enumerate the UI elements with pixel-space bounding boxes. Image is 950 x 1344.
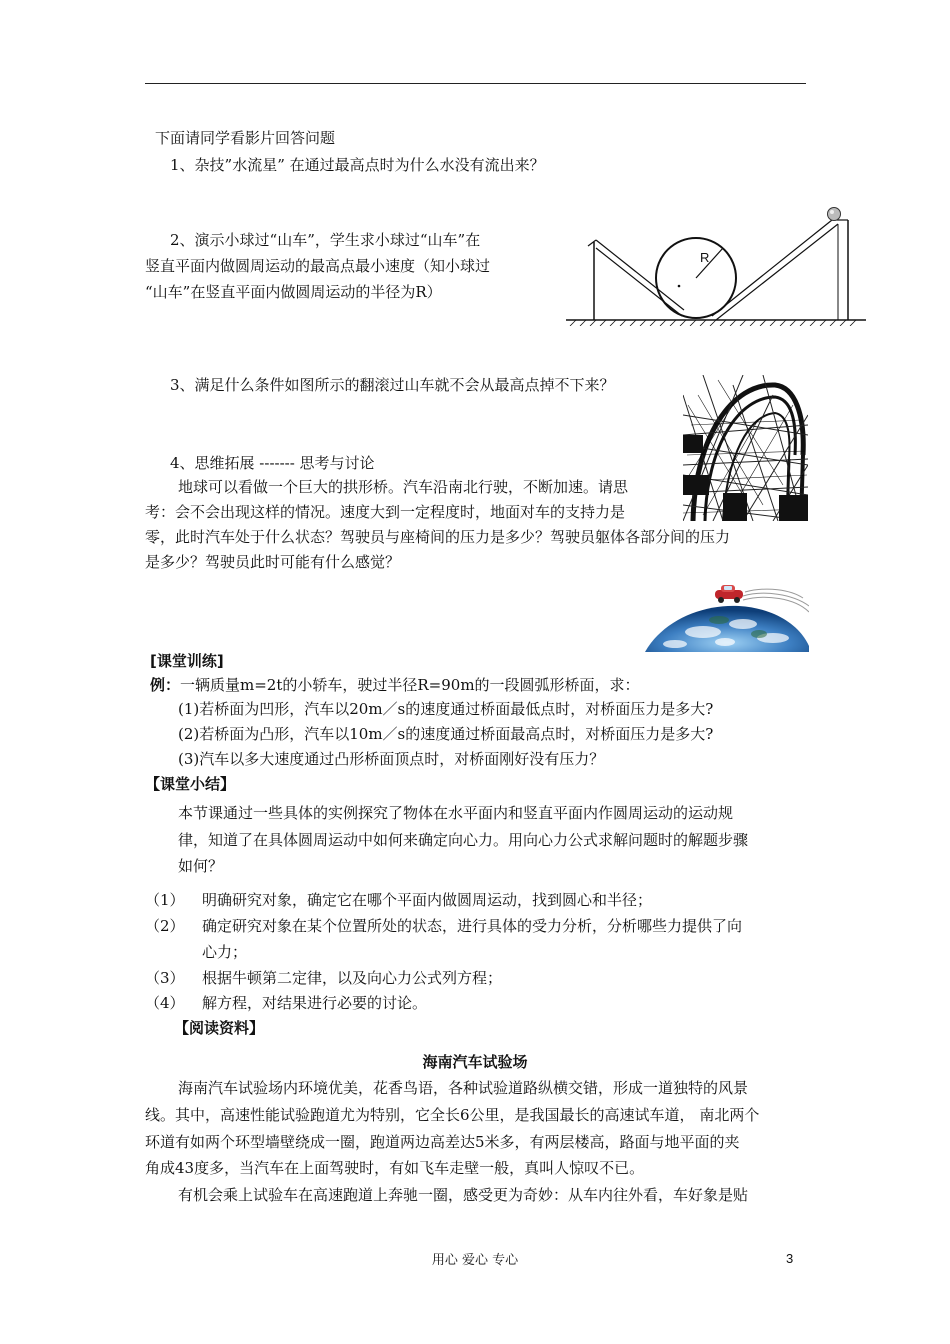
- question-2-line-2: 竖直平面内做圆周运动的最高点最小速度（知小球过: [145, 257, 491, 275]
- summary-line-2: 律，知道了在具体圆周运动中如何来确定向心力。用向心力公式求解问题时的解题步骤: [178, 831, 749, 849]
- step-4-number: （4）: [145, 994, 185, 1012]
- step-1-text: 明确研究对象，确定它在哪个平面内做圆周运动，找到圆心和半径；: [202, 891, 653, 909]
- question-2-line-1: 2、演示小球过“山车”，学生求小球过“山车”在: [170, 231, 481, 249]
- summary-line-1: 本节课通过一些具体的实例探究了物体在水平面内和竖直平面内作圆周运动的运动规: [178, 804, 734, 822]
- step-2-text-2: 心力；: [202, 943, 248, 961]
- intro-text: 下面请同学看影片回答问题: [155, 129, 336, 147]
- reading-line-5: 有机会乘上试验车在高速跑道上奔驰一圈，感受更为奇妙：从车内往外看，车好象是贴: [178, 1186, 749, 1204]
- question-4-title: 4、思维拓展 ------- 思考与讨论: [170, 454, 375, 472]
- question-4-line-4: 是多少？驾驶员此时可能有什么感觉？: [145, 553, 401, 571]
- summary-line-3: 如何？: [178, 857, 224, 875]
- example-text: 一辆质量m=2t的小轿车，驶过半径R=90m的一段圆弧形桥面，求：: [180, 676, 640, 694]
- step-2-number: （2）: [145, 917, 185, 935]
- step-1-number: （1）: [145, 891, 185, 909]
- practice-heading: [课堂训练]: [150, 652, 224, 670]
- reading-line-3: 环道有如两个环型墙壁绕成一圈，跑道两边高差达5米多，有两层楼高，路面与地平面的夹: [145, 1133, 740, 1151]
- reading-line-1: 海南汽车试验场内环境优美，花香鸟语，各种试验道路纵横交错，形成一道独特的风景: [178, 1079, 749, 1097]
- reading-title: 海南汽车试验场: [422, 1053, 528, 1071]
- summary-heading: 【课堂小结】: [145, 775, 236, 793]
- practice-item-2: (2)若桥面为凸形，汽车以10m／s的速度通过桥面最高点时，对桥面压力是多大?: [178, 725, 714, 743]
- step-4-text: 解方程，对结果进行必要的讨论。: [202, 994, 428, 1012]
- earth-car-picture: [643, 576, 809, 652]
- example-line: [150, 672, 640, 698]
- question-4-line-2: 考：会不会出现这样的情况。速度大到一定程度时，地面对车的支持力是: [145, 503, 626, 521]
- header-rule: [145, 83, 806, 84]
- practice-item-1: (1)若桥面为凹形，汽车以20m／s的速度通过桥面最低点时，对桥面压力是多大?: [178, 700, 714, 718]
- question-3: 3、满足什么条件如图所示的翻滚过山车就不会从最高点掉不下来？: [170, 376, 615, 394]
- question-2-line-3: “山车”在竖直平面内做圆周运动的半径为R）: [145, 283, 442, 301]
- example-label: 例：: [150, 676, 181, 694]
- reading-line-2: 线。其中，高速性能试验跑道尤为特别，它全长6公里，是我国最长的高速试车道， 南北两个: [145, 1106, 760, 1124]
- footer-motto: 用心 爱心 专心: [431, 1253, 519, 1268]
- roller-coaster-photo: [683, 375, 808, 521]
- question-1: 1、杂技”水流星” 在通过最高点时为什么水没有流出来？: [170, 156, 545, 174]
- reading-heading: 【阅读资料】: [174, 1019, 265, 1037]
- question-4-line-1: 地球可以看做一个巨大的拱形桥。汽车沿南北行驶，不断加速。请思: [178, 478, 629, 496]
- reading-line-4: 角成43度多，当汽车在上面驾驶时，有如飞车走壁一般，真叫人惊叹不已。: [145, 1159, 645, 1177]
- step-2-text-1: 确定研究对象在某个位置所处的状态，进行具体的受力分析，分析哪些力提供了向: [202, 917, 743, 935]
- step-3-text: 根据牛顿第二定律，以及向心力公式列方程；: [202, 969, 503, 987]
- step-3-number: （3）: [145, 969, 185, 987]
- question-4-line-3: 零，此时汽车处于什么状态？驾驶员与座椅间的压力是多少？驾驶员躯体各部分间的压力: [145, 528, 731, 546]
- radius-label: R: [700, 250, 710, 265]
- page-number: 3: [786, 1251, 794, 1266]
- car-icon: [715, 585, 743, 603]
- loop-track-diagram: [566, 200, 866, 326]
- practice-item-3: (3)汽车以多大速度通过凸形桥面顶点时，对桥面刚好没有压力？: [178, 750, 605, 768]
